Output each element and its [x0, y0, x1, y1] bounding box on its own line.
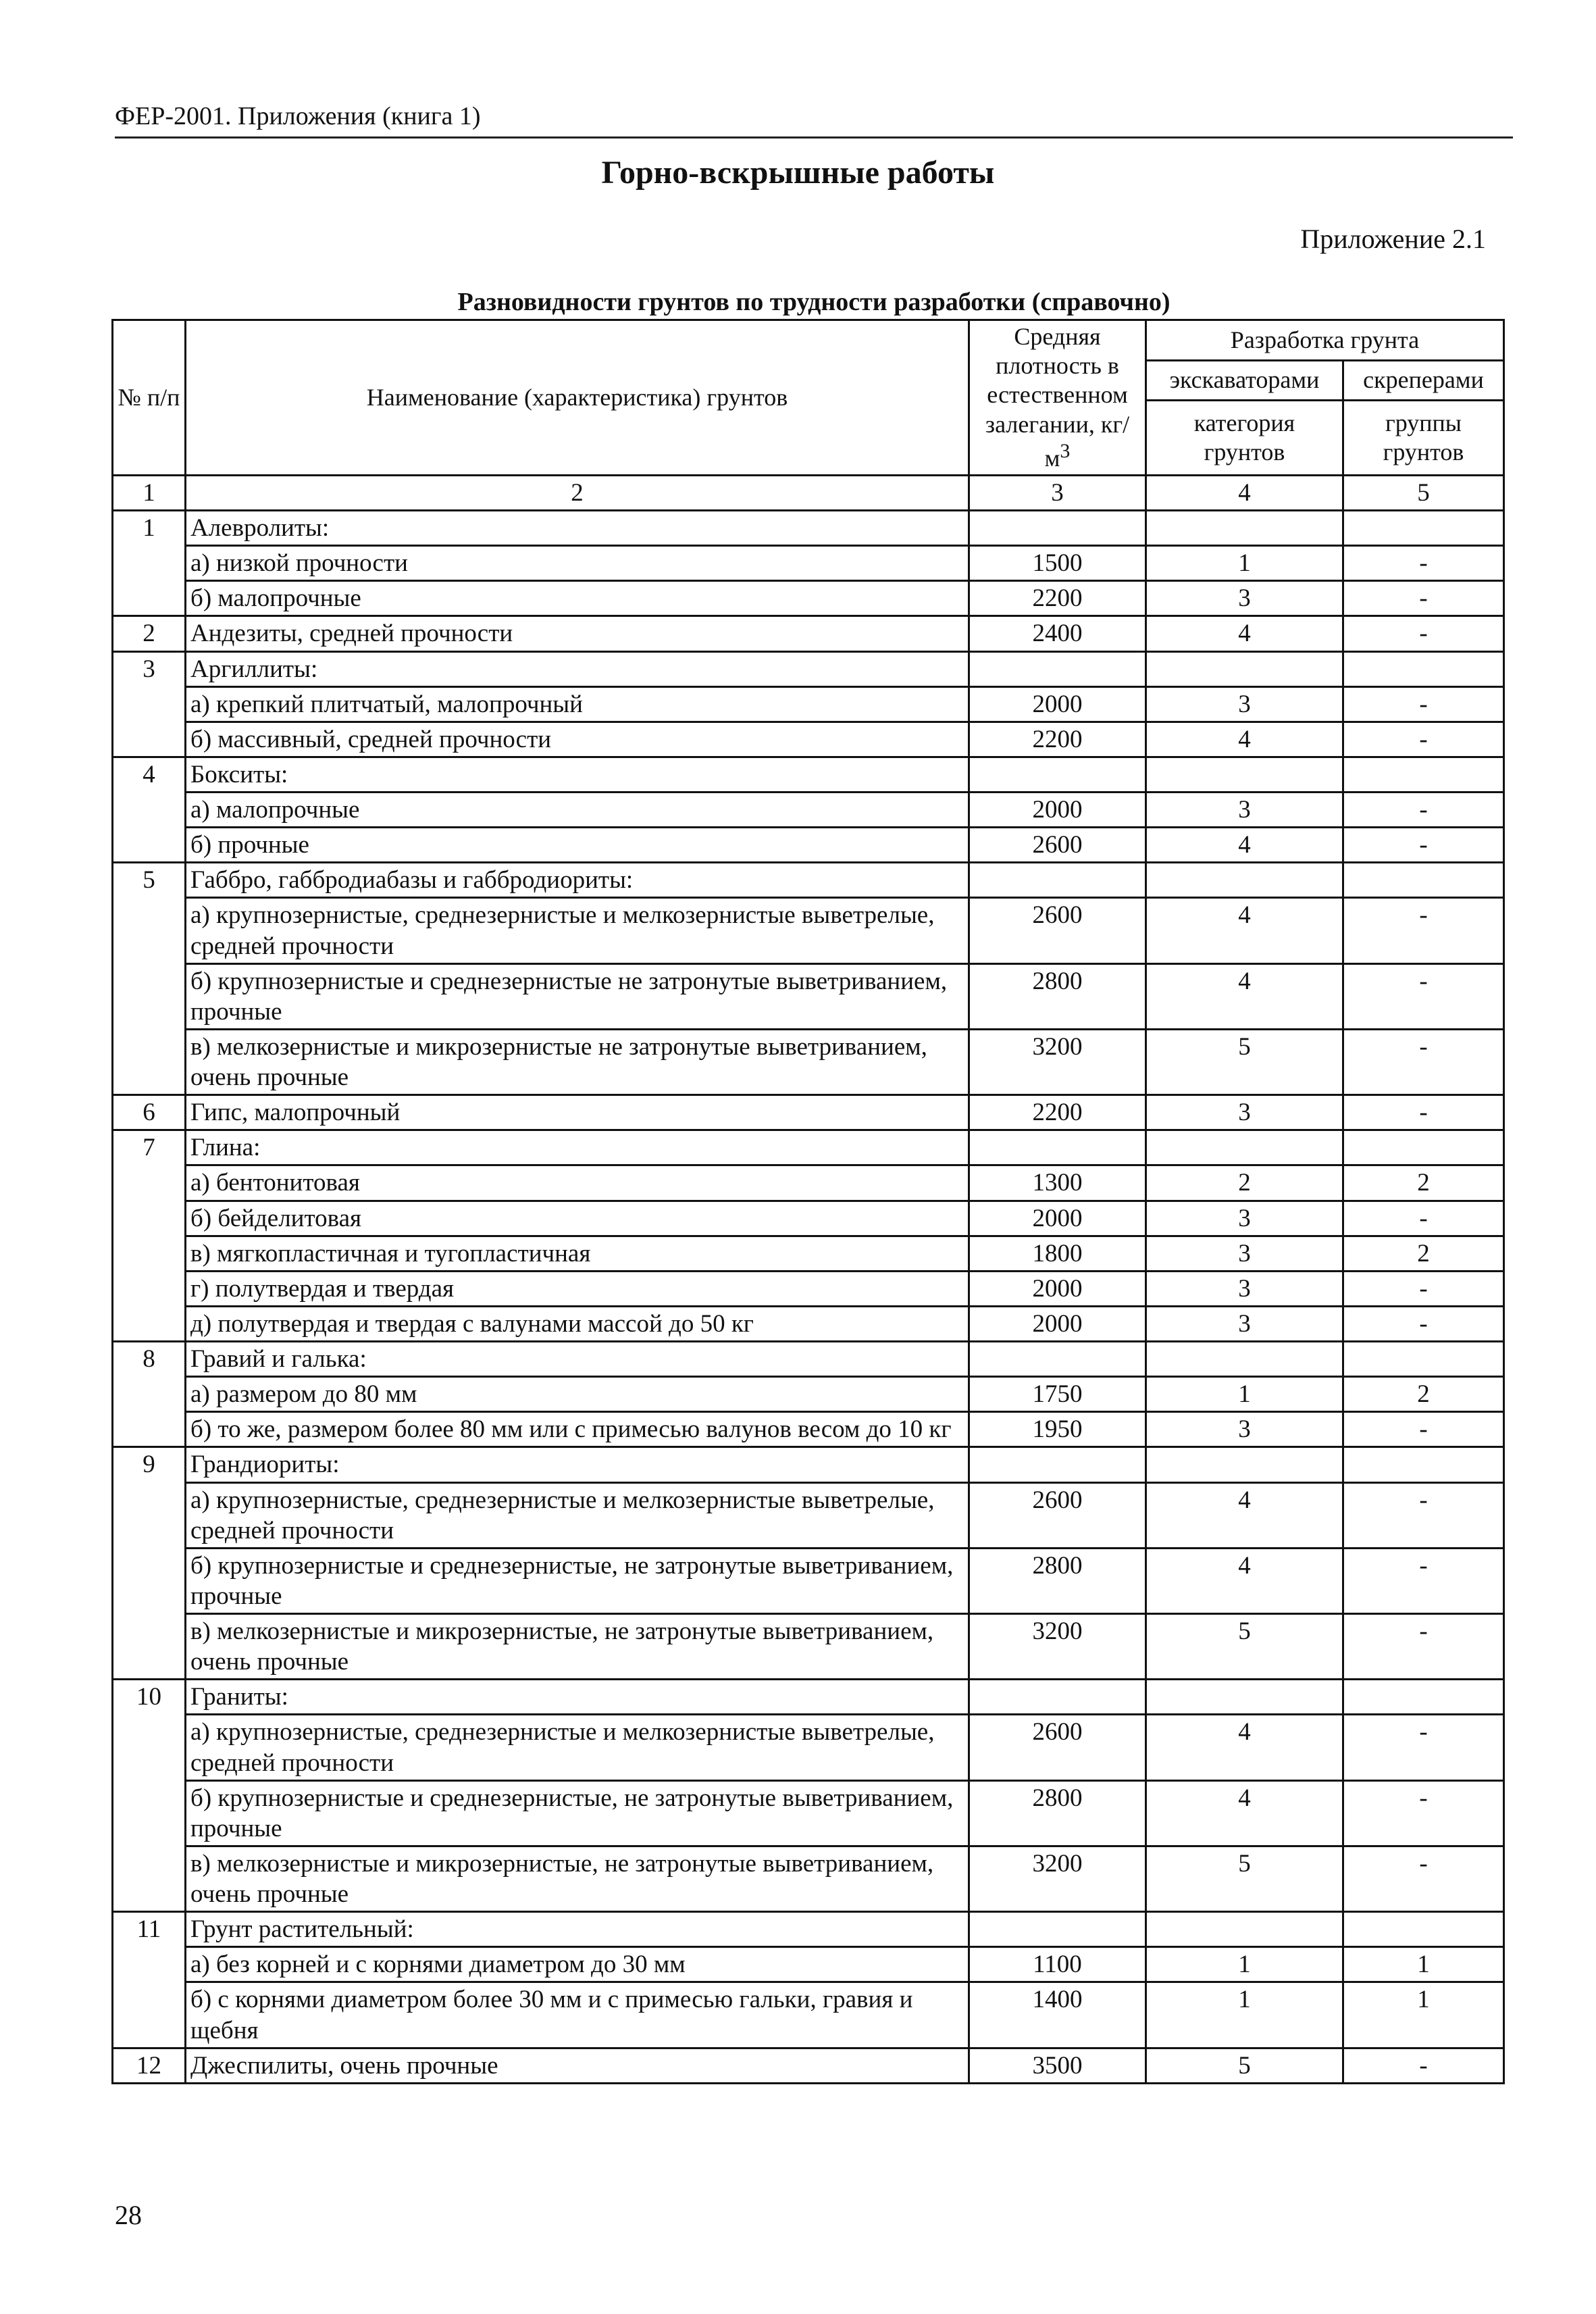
group-value: 1: [1343, 1982, 1504, 2048]
column-number: 4: [1146, 475, 1343, 510]
soil-variant-name: а) низкой прочности: [186, 546, 969, 581]
category-value: 4: [1146, 1780, 1343, 1846]
column-numbers-row: [113, 475, 1504, 510]
table-title: Разновидности грунтов по трудности разработки (справочно): [457, 288, 1170, 316]
category-value: [1146, 1342, 1343, 1377]
group-value: [1343, 511, 1504, 546]
table-subrow: [113, 1947, 1504, 1982]
density-value: [969, 511, 1146, 546]
density-value: [969, 757, 1146, 792]
table-subrow: [113, 828, 1504, 863]
table-row: [113, 757, 1504, 792]
row-number: 5: [113, 863, 186, 1095]
header-scrapers: скреперами: [1343, 360, 1504, 401]
density-value: 2800: [969, 1780, 1146, 1846]
category-value: [1146, 651, 1343, 686]
soil-variant-name: б) крупнозернистые и среднезернистые, не затронутые выветриванием, прочные: [186, 1780, 969, 1846]
row-number: 11: [113, 1912, 186, 2048]
table-subrow: [113, 1482, 1504, 1548]
table-subrow: [113, 1201, 1504, 1236]
density-value: 3200: [969, 1846, 1146, 1911]
group-value: -: [1343, 1482, 1504, 1548]
table-subrow: [113, 1377, 1504, 1412]
category-value: 3: [1146, 1412, 1343, 1447]
table-row: [113, 1680, 1504, 1715]
table-row: [113, 511, 1504, 546]
density-value: 2200: [969, 581, 1146, 616]
group-value: [1343, 1447, 1504, 1482]
table-subrow: [113, 1236, 1504, 1271]
header-category: категория грунтов: [1146, 401, 1343, 476]
group-value: -: [1343, 1201, 1504, 1236]
soil-types-table: [111, 319, 1505, 2084]
table-subrow: [113, 1715, 1504, 1780]
density-value: 2000: [969, 1271, 1146, 1306]
density-value: 2200: [969, 1095, 1146, 1130]
table-subrow: [113, 1029, 1504, 1095]
row-number: 10: [113, 1680, 186, 1912]
soil-name: Глина:: [186, 1130, 969, 1165]
running-header: ФЕР-2001. Приложения (книга 1): [115, 101, 1513, 139]
row-number: 6: [113, 1095, 186, 1130]
row-number: 9: [113, 1447, 186, 1680]
group-value: -: [1343, 1614, 1504, 1680]
soil-variant-name: в) мелкозернистые и микрозернистые, не затронутые выветриванием, очень прочные: [186, 1846, 969, 1911]
group-value: -: [1343, 1412, 1504, 1447]
category-value: 1: [1146, 1377, 1343, 1412]
group-value: 1: [1343, 1947, 1504, 1982]
soil-variant-name: а) крупнозернистые, среднезернистые и мелкозернистые выветрелые, средней прочности: [186, 1482, 969, 1548]
table-subrow: [113, 1548, 1504, 1613]
density-value: 2000: [969, 1306, 1146, 1341]
density-value: 2000: [969, 686, 1146, 722]
group-value: -: [1343, 616, 1504, 651]
density-value: 1400: [969, 1982, 1146, 2048]
group-value: -: [1343, 1780, 1504, 1846]
category-value: [1146, 757, 1343, 792]
table-subrow: [113, 1165, 1504, 1201]
table-subrow: [113, 1271, 1504, 1306]
density-value: 2400: [969, 616, 1146, 651]
category-value: [1146, 1447, 1343, 1482]
category-value: 2: [1146, 1165, 1343, 1201]
soil-name: Аргиллиты:: [186, 651, 969, 686]
header-num: № п/п: [113, 320, 186, 476]
group-value: -: [1343, 828, 1504, 863]
density-value: 2800: [969, 963, 1146, 1029]
group-value: -: [1343, 546, 1504, 581]
group-value: 2: [1343, 1377, 1504, 1412]
category-value: 4: [1146, 898, 1343, 963]
soil-variant-name: а) крупнозернистые, среднезернистые и мелкозернистые выветрелые, средней прочности: [186, 1715, 969, 1780]
group-value: -: [1343, 1548, 1504, 1613]
table-row: [113, 1912, 1504, 1947]
soil-variant-name: а) малопрочные: [186, 793, 969, 828]
category-value: 5: [1146, 1846, 1343, 1911]
soil-variant-name: б) малопрочные: [186, 581, 969, 616]
category-value: 3: [1146, 793, 1343, 828]
group-value: -: [1343, 1715, 1504, 1780]
group-value: -: [1343, 898, 1504, 963]
soil-variant-name: а) бентонитовая: [186, 1165, 969, 1201]
density-value: 3200: [969, 1029, 1146, 1095]
category-value: 4: [1146, 1482, 1343, 1548]
density-value: 3200: [969, 1614, 1146, 1680]
category-value: 3: [1146, 1201, 1343, 1236]
density-value: 2800: [969, 1548, 1146, 1613]
density-value: 2600: [969, 898, 1146, 963]
group-value: -: [1343, 581, 1504, 616]
row-number: 4: [113, 757, 186, 862]
table-row: [113, 1130, 1504, 1165]
appendix-label: Приложение 2.1: [1300, 224, 1486, 254]
density-value: 2600: [969, 1715, 1146, 1780]
header-density: [969, 320, 1146, 476]
soil-variant-name: б) бейделитовая: [186, 1201, 969, 1236]
group-value: -: [1343, 1271, 1504, 1306]
row-number: 3: [113, 651, 186, 757]
density-value: 1300: [969, 1165, 1146, 1201]
density-value: [969, 1912, 1146, 1947]
table-subrow: [113, 1614, 1504, 1680]
category-value: 5: [1146, 1029, 1343, 1095]
table-subrow: [113, 793, 1504, 828]
density-value: [969, 651, 1146, 686]
group-value: -: [1343, 793, 1504, 828]
table-subrow: [113, 898, 1504, 963]
group-value: -: [1343, 2048, 1504, 2083]
density-value: 1750: [969, 1377, 1146, 1412]
header-density-sup: 3: [1060, 439, 1071, 462]
column-number: 2: [186, 475, 969, 510]
density-value: 2000: [969, 1201, 1146, 1236]
group-value: [1343, 1130, 1504, 1165]
density-value: [969, 1447, 1146, 1482]
soil-variant-name: в) мягкопластичная и тугопластичная: [186, 1236, 969, 1271]
column-number: 3: [969, 475, 1146, 510]
category-value: 1: [1146, 1982, 1343, 2048]
table-row: [113, 1447, 1504, 1482]
group-value: -: [1343, 963, 1504, 1029]
group-value: 2: [1343, 1236, 1504, 1271]
density-value: 1800: [969, 1236, 1146, 1271]
soil-variant-name: д) полутвердая и твердая с валунами массой до 50 кг: [186, 1306, 969, 1341]
page-title: Горно-вскрышные работы: [601, 155, 995, 191]
row-number: 7: [113, 1130, 186, 1342]
soil-name: Граниты:: [186, 1680, 969, 1715]
table-subrow: [113, 1412, 1504, 1447]
group-value: -: [1343, 1846, 1504, 1911]
row-number: 1: [113, 511, 186, 616]
group-value: -: [1343, 1306, 1504, 1341]
category-value: 3: [1146, 1095, 1343, 1130]
table-subrow: [113, 1846, 1504, 1911]
table-subrow: [113, 686, 1504, 722]
category-value: 5: [1146, 1614, 1343, 1680]
category-value: 4: [1146, 1548, 1343, 1613]
table-row: [113, 1342, 1504, 1377]
table-subrow: [113, 722, 1504, 757]
column-number: 1: [113, 475, 186, 510]
category-value: [1146, 1912, 1343, 1947]
soil-variant-name: б) массивный, средней прочности: [186, 722, 969, 757]
soil-variant-name: б) то же, размером более 80 мм или с примесью валунов весом до 10 кг: [186, 1412, 969, 1447]
density-value: 2600: [969, 828, 1146, 863]
column-number: 5: [1343, 475, 1504, 510]
category-value: 3: [1146, 1306, 1343, 1341]
soil-variant-name: б) прочные: [186, 828, 969, 863]
table-subrow: [113, 963, 1504, 1029]
density-value: [969, 863, 1146, 898]
category-value: [1146, 1680, 1343, 1715]
category-value: 1: [1146, 546, 1343, 581]
table-row: [113, 651, 1504, 686]
density-value: 3500: [969, 2048, 1146, 2083]
header-development: Разработка грунта: [1146, 320, 1504, 361]
density-value: 1500: [969, 546, 1146, 581]
group-value: [1343, 1342, 1504, 1377]
group-value: -: [1343, 722, 1504, 757]
density-value: 2000: [969, 793, 1146, 828]
soil-name: Гипс, малопрочный: [186, 1095, 969, 1130]
table-row: [113, 1095, 1504, 1130]
density-value: [969, 1130, 1146, 1165]
category-value: 3: [1146, 1236, 1343, 1271]
row-number: 8: [113, 1342, 186, 1447]
soil-variant-name: в) мелкозернистые и микрозернистые не затронутые выветриванием, очень прочные: [186, 1029, 969, 1095]
soil-variant-name: б) крупнозернистые и среднезернистые не затронутые выветриванием, прочные: [186, 963, 969, 1029]
header-groups: группы грунтов: [1343, 401, 1504, 476]
soil-variant-name: б) крупнозернистые и среднезернистые, не затронутые выветриванием, прочные: [186, 1548, 969, 1613]
density-value: [969, 1680, 1146, 1715]
table-row: [113, 616, 1504, 651]
category-value: [1146, 511, 1343, 546]
density-value: 2200: [969, 722, 1146, 757]
soil-name: Гравий и галька:: [186, 1342, 969, 1377]
group-value: -: [1343, 686, 1504, 722]
group-value: -: [1343, 1029, 1504, 1095]
category-value: 4: [1146, 828, 1343, 863]
table-subrow: [113, 546, 1504, 581]
group-value: [1343, 863, 1504, 898]
category-value: 4: [1146, 1715, 1343, 1780]
soil-variant-name: г) полутвердая и твердая: [186, 1271, 969, 1306]
category-value: 3: [1146, 581, 1343, 616]
row-number: 12: [113, 2048, 186, 2083]
category-value: [1146, 1130, 1343, 1165]
table-subrow: [113, 1780, 1504, 1846]
category-value: 4: [1146, 616, 1343, 651]
soil-name: Габбро, габбродиабазы и габбродиориты:: [186, 863, 969, 898]
soil-name: Грунт растительный:: [186, 1912, 969, 1947]
category-value: 3: [1146, 686, 1343, 722]
group-value: [1343, 1912, 1504, 1947]
header-name: Наименование (характеристика) грунтов: [186, 320, 969, 476]
table-subrow: [113, 1982, 1504, 2048]
group-value: [1343, 757, 1504, 792]
soil-variant-name: а) без корней и с корнями диаметром до 30 мм: [186, 1947, 969, 1982]
density-value: [969, 1342, 1146, 1377]
group-value: [1343, 1680, 1504, 1715]
soil-name: Андезиты, средней прочности: [186, 616, 969, 651]
category-value: [1146, 863, 1343, 898]
table-subrow: [113, 581, 1504, 616]
category-value: 4: [1146, 722, 1343, 757]
table-row: [113, 2048, 1504, 2083]
category-value: 3: [1146, 1271, 1343, 1306]
group-value: -: [1343, 1095, 1504, 1130]
soil-variant-name: в) мелкозернистые и микрозернистые, не затронутые выветриванием, очень прочные: [186, 1614, 969, 1680]
soil-variant-name: а) размером до 80 мм: [186, 1377, 969, 1412]
page-number: 28: [115, 2200, 142, 2230]
soil-name: Джеспилиты, очень прочные: [186, 2048, 969, 2083]
header-excavators: экскаваторами: [1146, 360, 1343, 401]
density-value: 1950: [969, 1412, 1146, 1447]
soil-variant-name: а) крепкий плитчатый, малопрочный: [186, 686, 969, 722]
category-value: 5: [1146, 2048, 1343, 2083]
group-value: 2: [1343, 1165, 1504, 1201]
category-value: 4: [1146, 963, 1343, 1029]
density-value: 2600: [969, 1482, 1146, 1548]
header-density-text: Средняя плотность в естественном залегании, кг/м: [985, 323, 1130, 472]
soil-name: Бокситы:: [186, 757, 969, 792]
table-body: [113, 475, 1504, 2083]
row-number: 2: [113, 616, 186, 651]
group-value: [1343, 651, 1504, 686]
soil-name: Алевролиты:: [186, 511, 969, 546]
soil-variant-name: б) с корнями диаметром более 30 мм и с примесью гальки, гравия и щебня: [186, 1982, 969, 2048]
category-value: 1: [1146, 1947, 1343, 1982]
table-row: [113, 863, 1504, 898]
soil-variant-name: а) крупнозернистые, среднезернистые и мелкозернистые выветрелые, средней прочности: [186, 898, 969, 963]
table-subrow: [113, 1306, 1504, 1341]
soil-name: Грандиориты:: [186, 1447, 969, 1482]
density-value: 1100: [969, 1947, 1146, 1982]
